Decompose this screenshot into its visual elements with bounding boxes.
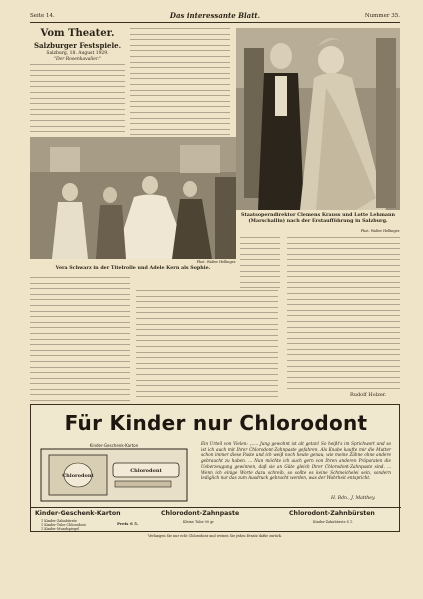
text-column-2 [130,28,230,151]
footer-item-toothbrushes-line: Kinder-Zahnbürste S 1. [313,520,354,524]
page-header [30,11,400,21]
footer-item-toothbrushes: Chlorodont-Zahnbürsten [289,510,375,517]
text-column-1-lower [30,277,130,406]
masthead-title: Das interessante Blatt. [169,11,261,20]
text-column-2-bottom [136,290,278,402]
ad-headline: Für Kinder nur Chlorodont [64,411,368,435]
footer-item-gift-box: Kinder-Geschenk-Karton [35,510,121,517]
photo-krauss-lehmann [236,28,400,210]
box-label: Kinder-Geschenk-Karton [89,443,139,448]
ad-signer: H. Bdn., J. Matthey. [331,496,376,501]
photo-left-caption: Vera Schwarz in der Titelrolle und Adele Kern als Sophie. [55,265,211,271]
ad-bottom-note: Verlangen Sie nur echt Chlorodont und weisen Sie jeden Ersatz dafür zurück. [148,534,282,538]
package-brand: Chlorodont [62,473,94,479]
ad-testimonial: Ein Urteil von Vielen: „..... Jung gewohnt ist alt getan! So heißt's im Sprichwort und so ist ich auch mit Ihrer Chlorodont-Zahnpaste gefahren. Als Knabe kaufte mir die Mutter schon immer diese Paste und ich weiß noch heute genau, wie meine Zähne ohne andere gebraucht zu haben. ... Nun möchte ich auch gern von Ihren anderen Präparaten die Ueberzeugung gewinnen, daß sie an Güte gleich Ihrer Chlorodont-Zahnpaste sind. ... Wenn ich einige Worte dazu schreib, so sollte es keine Schmeichelei sein, sondern lediglich nur das zum Ausdruck gebracht werden, was der Wahrheit entspricht. [201,441,391,481]
footer-item-gift-box-line: 1 Kinder-Zahnbürste [41,519,77,523]
tube-brand: Chlorodont [130,468,162,474]
article-subtitle: Salzburger Festspiele. [33,41,122,50]
footer-item-gift-box-line: 1 Kinder-Tube Chlorodont [41,523,86,527]
photo-left-credit: Phot. Walter Hellinger. [196,260,236,264]
product-package [39,441,189,505]
ad-footer [31,507,401,532]
text-column-2-lower [240,237,280,293]
photo-top-credit: Phot. Walter Hellinger. [360,229,400,233]
footer-item-toothpaste-line: Kleine Tube 90 gr [183,520,214,524]
header-rule [30,22,400,23]
photo-image [236,28,400,210]
article-dateline: Salzburg, 18. August 1929. [46,51,109,56]
text-column-1 [30,64,125,142]
text-column-3 [287,237,400,394]
photo-image [30,137,236,259]
package-illustration [39,441,189,505]
photo-schwarz-kern [30,137,236,259]
footer-item-gift-box-line: 1 Kinder-Mundspiegel [41,527,80,531]
article-signature: Rudolf Holzer. [350,392,387,398]
footer-item-gift-box-price: Preis S 5. [117,521,139,526]
article-section: "Der Rosenkavalier." [53,57,102,62]
article-title: Vom Theater. [40,28,115,39]
page-number: Seite 14. [30,13,55,19]
photo-top-caption: Staatsoperndirektor Clemens Krauss und Lotte Lehmann (Marschallin) nach der Erstaufführung in Salzburg. [241,212,395,224]
chlorodont-advertisement [30,404,400,532]
issue-number: Nummer 35. [364,13,400,19]
footer-item-toothpaste: Chlorodont-Zahnpaste [161,510,240,517]
